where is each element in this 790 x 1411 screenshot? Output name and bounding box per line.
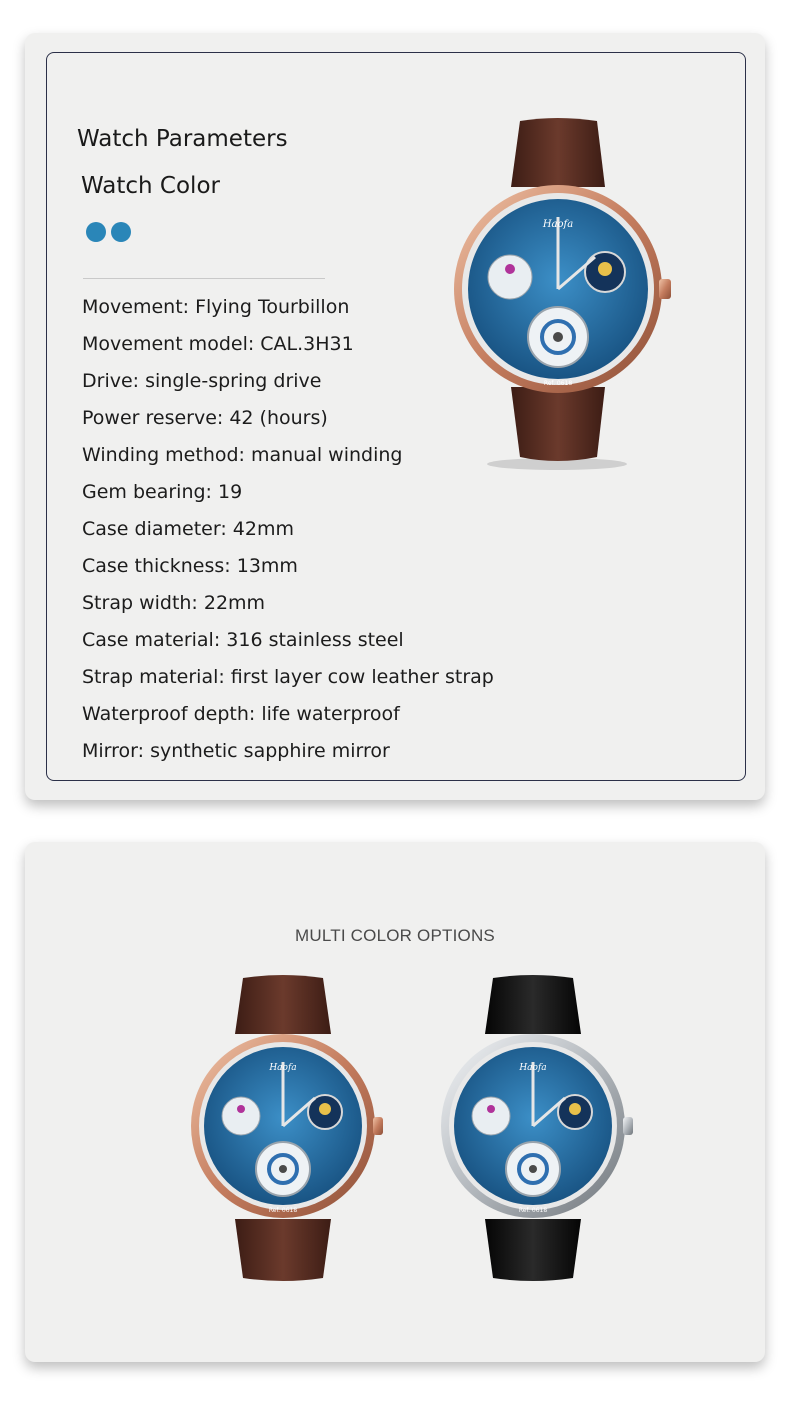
spec-mirror: Mirror: synthetic sapphire mirror	[82, 740, 390, 762]
parameters-title: Watch Parameters	[77, 126, 288, 152]
ref-label: Ref. 0618	[518, 1207, 548, 1214]
spec-power-reserve: Power reserve: 42 (hours)	[82, 407, 328, 429]
parameters-card	[25, 33, 765, 800]
color-options-card	[25, 842, 765, 1362]
spec-strap-width: Strap width: 22mm	[82, 592, 266, 614]
spec-winding-method: Winding method: manual winding	[82, 444, 403, 466]
blue-color-swatch-alt[interactable]	[111, 222, 131, 242]
brand-logo: Haofa	[542, 219, 574, 230]
ref-label: Ref. 0618	[543, 380, 573, 387]
spec-waterproof-depth: Waterproof depth: life waterproof	[82, 703, 400, 725]
spec-movement: Movement: Flying Tourbillon	[82, 296, 350, 318]
spec-gem-bearing: Gem bearing: 19	[82, 481, 243, 503]
brand-logo: Haofa	[519, 1063, 547, 1073]
spec-drive: Drive: single-spring drive	[82, 370, 322, 392]
silver-watch-image[interactable]	[435, 974, 635, 1284]
spec-case-diameter: Case diameter: 42mm	[82, 518, 294, 540]
spec-list	[82, 289, 494, 770]
blue-color-swatch[interactable]	[86, 222, 106, 242]
spec-case-thickness: Case thickness: 13mm	[82, 555, 298, 577]
options-title: MULTI COLOR OPTIONS	[295, 926, 495, 945]
spec-strap-material: Strap material: first layer cow leather strap	[82, 666, 494, 688]
watch-color-title: Watch Color	[81, 173, 220, 199]
spec-case-material: Case material: 316 stainless steel	[82, 629, 404, 651]
brand-logo: Haofa	[269, 1063, 297, 1073]
main-watch-image	[445, 117, 675, 477]
spec-movement-model: Movement model: CAL.3H31	[82, 333, 354, 355]
rose-gold-watch-image[interactable]	[185, 974, 385, 1284]
section-divider	[83, 278, 325, 279]
ref-label: Ref. 0618	[268, 1207, 298, 1214]
